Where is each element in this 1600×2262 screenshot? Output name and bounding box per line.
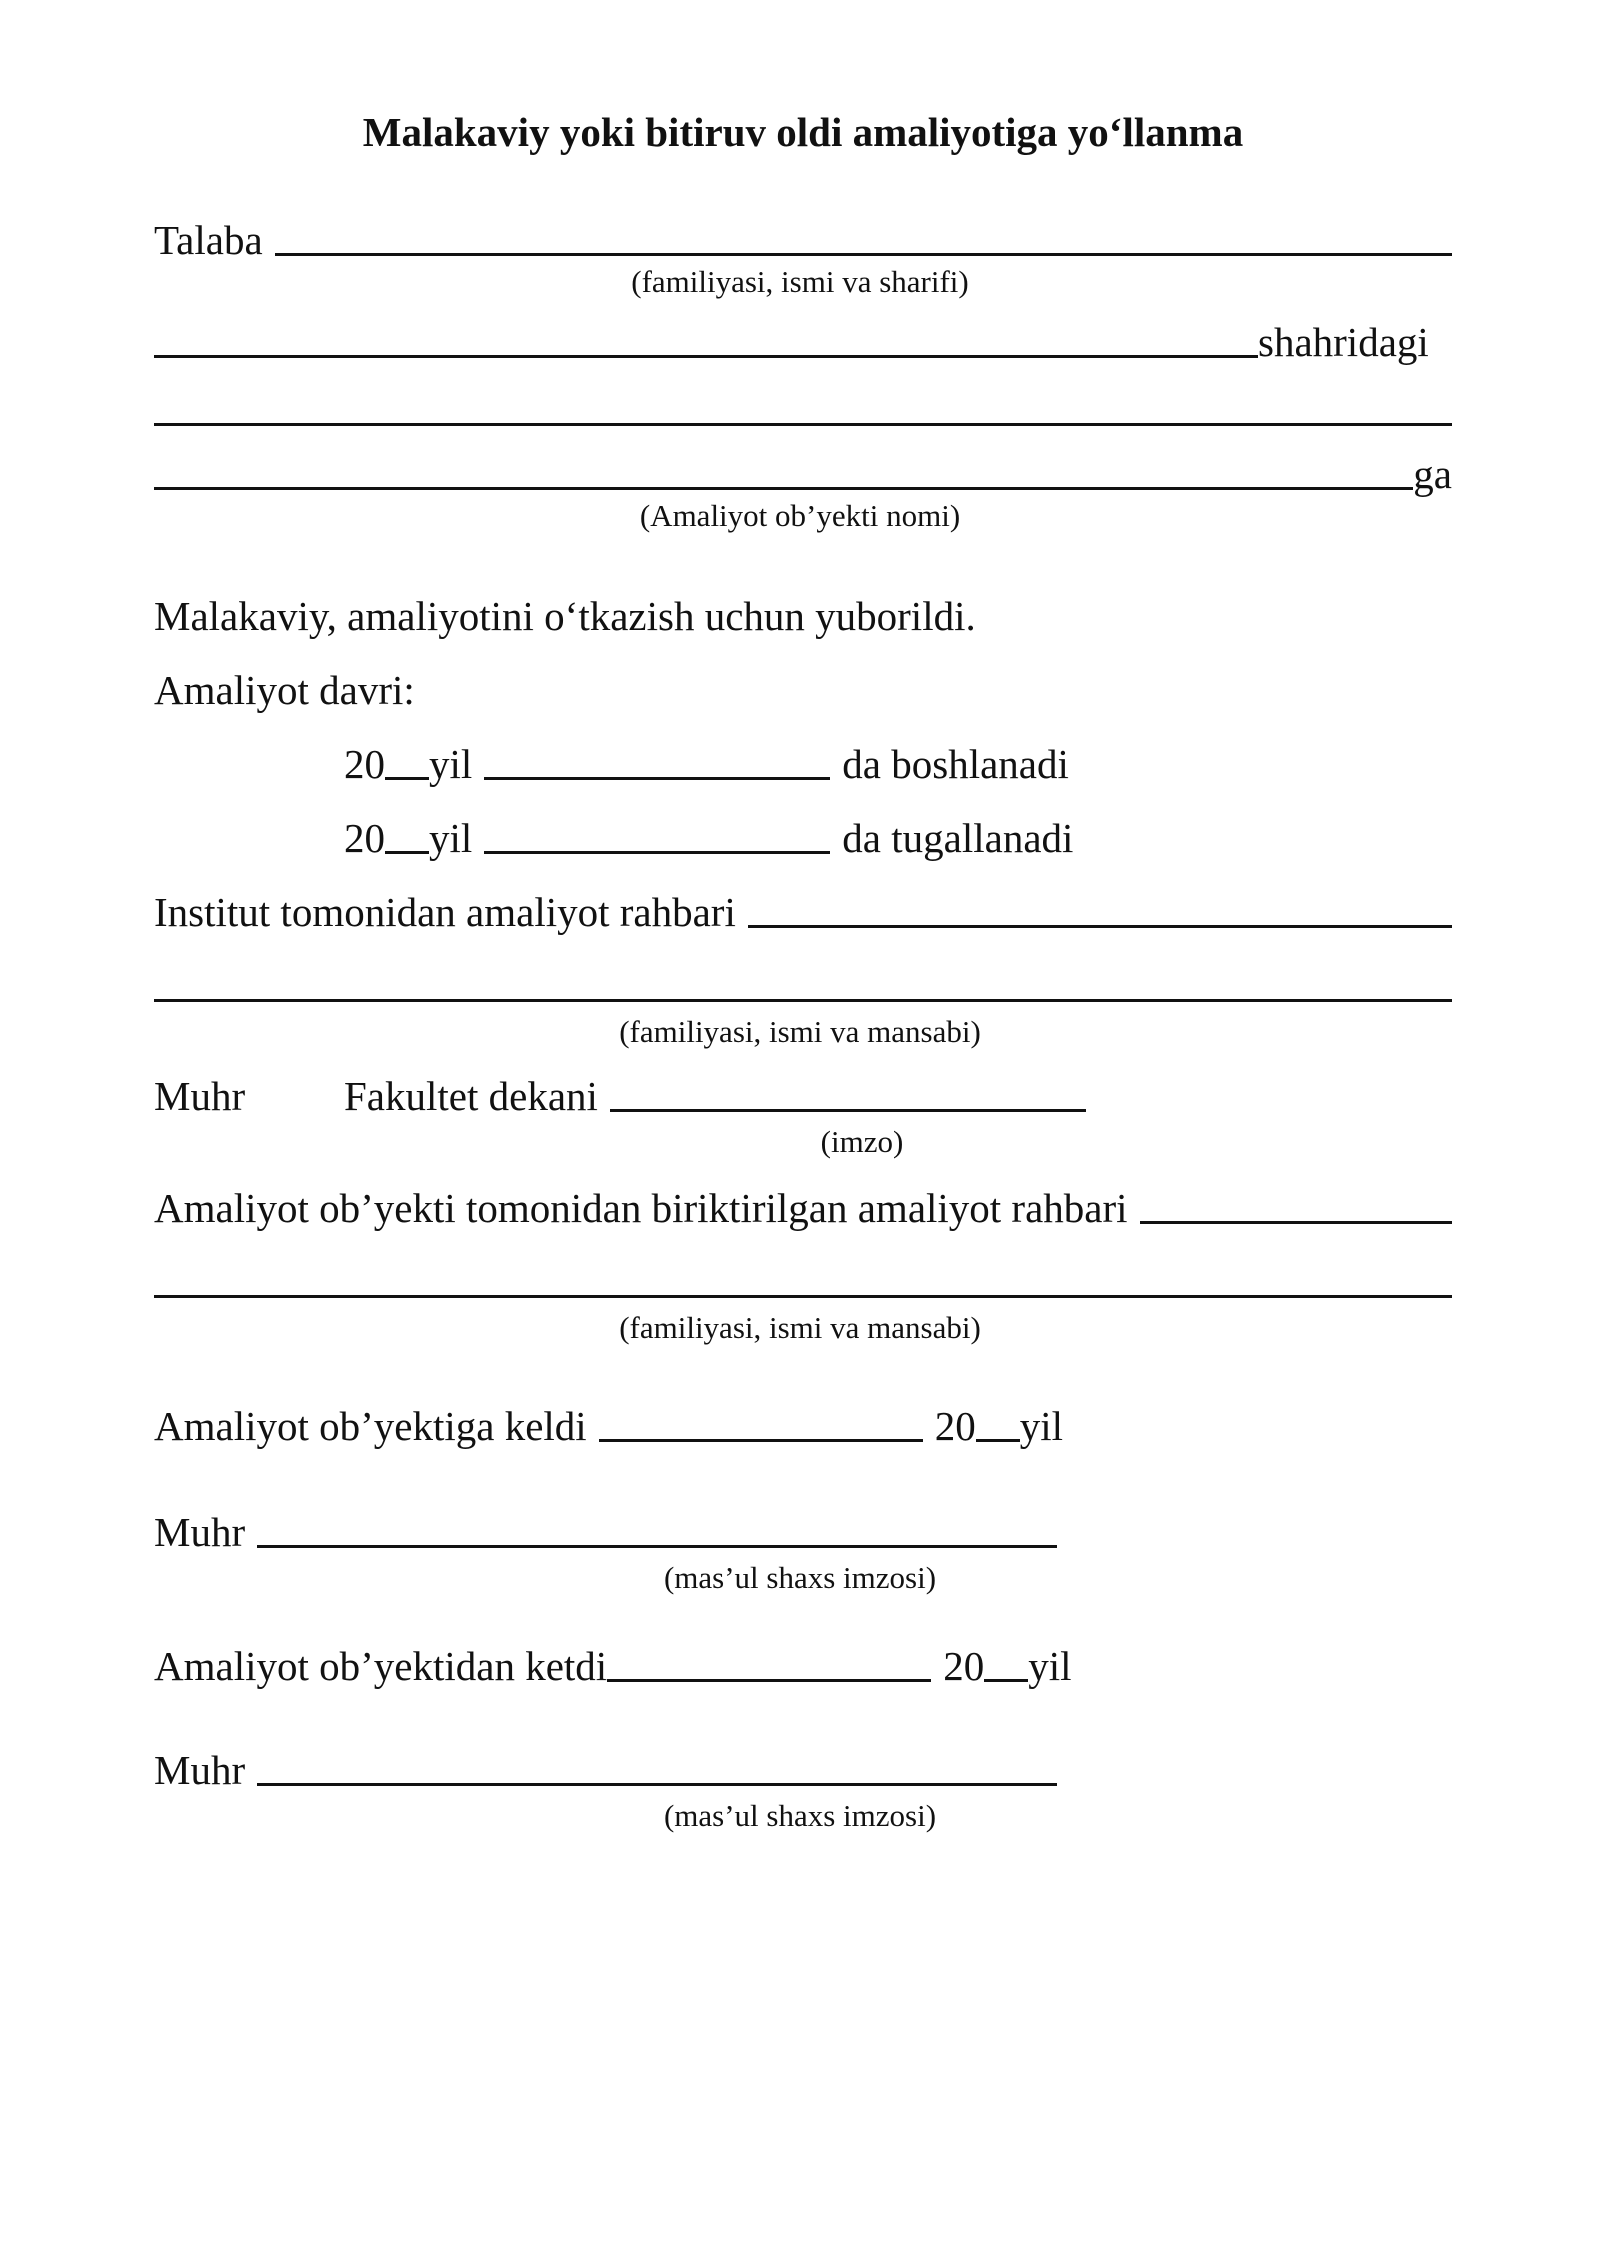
left-year-word: yil <box>1028 1643 1072 1689</box>
institute-supervisor-field-2[interactable] <box>154 969 1452 1002</box>
object-caption: (Amaliyot ob’yekti nomi) <box>639 498 961 533</box>
object-supervisor-field-1[interactable] <box>1140 1191 1452 1224</box>
dean-line <box>154 1072 1452 1120</box>
dean-stamp-label: Muhr <box>154 1073 246 1119</box>
left-stamp-line <box>154 1746 1452 1794</box>
dean-signature-field[interactable] <box>610 1079 1086 1112</box>
left-year-prefix: 20 <box>943 1643 985 1689</box>
left-signature-caption: (mas’ul shaxs imzosi) <box>663 1798 937 1833</box>
document-title <box>154 108 1452 156</box>
arrived-signature-caption: (mas’ul shaxs imzosi) <box>663 1560 937 1595</box>
start-date-field[interactable] <box>484 747 830 780</box>
arrived-year-prefix: 20 <box>934 1403 976 1449</box>
object-supervisor-line-2 <box>154 1258 1452 1306</box>
start-year-prefix: 20 <box>344 741 385 787</box>
object-supervisor-field-2[interactable] <box>154 1265 1452 1298</box>
student-label: Talaba <box>154 217 263 263</box>
period-label: Amaliyot davri: <box>154 667 415 713</box>
left-date-field[interactable] <box>607 1649 931 1682</box>
dean-label: Fakultet dekani <box>344 1073 598 1119</box>
object-line-2 <box>154 450 1452 498</box>
object-suffix: ga <box>1413 451 1452 497</box>
start-year-word: yil <box>429 741 473 787</box>
start-date-line <box>344 740 1244 788</box>
arrived-date-field[interactable] <box>599 1409 923 1442</box>
end-year-word: yil <box>429 815 473 861</box>
start-year-field[interactable] <box>385 747 429 780</box>
left-stamp-label: Muhr <box>154 1747 246 1793</box>
student-caption: (familiyasi, ismi va sharifi) <box>631 264 969 299</box>
left-signature-field[interactable] <box>257 1753 1057 1786</box>
arrived-year-word: yil <box>1019 1403 1063 1449</box>
institute-supervisor-line <box>154 888 1452 936</box>
left-label: Amaliyot ob’yektidan ketdi <box>154 1643 608 1689</box>
city-line <box>154 318 1452 366</box>
start-suffix: da boshlanadi <box>842 741 1069 787</box>
city-field[interactable] <box>154 325 1258 358</box>
end-date-field[interactable] <box>484 821 830 854</box>
arrived-stamp-label: Muhr <box>154 1509 246 1555</box>
arrived-signature-field[interactable] <box>257 1515 1057 1548</box>
object-supervisor-line <box>154 1184 1452 1232</box>
city-suffix: shahridagi <box>1258 319 1429 365</box>
period-line <box>154 666 1452 714</box>
dean-caption: (imzo) <box>820 1124 904 1159</box>
end-year-field[interactable] <box>385 821 429 854</box>
object-supervisor-label: Amaliyot ob’yekti tomonidan biriktirilgan amaliyot rahbari <box>154 1185 1128 1231</box>
end-suffix: da tugallanadi <box>842 815 1074 861</box>
institute-supervisor-caption: (familiyasi, ismi va mansabi) <box>619 1014 981 1049</box>
institute-supervisor-line-2 <box>154 962 1452 1010</box>
end-year-prefix: 20 <box>344 815 385 861</box>
student-line <box>154 216 1452 264</box>
left-line <box>154 1642 1452 1690</box>
institute-supervisor-field-1[interactable] <box>748 895 1452 928</box>
arrived-year-field[interactable] <box>976 1409 1020 1442</box>
object-name-field-2[interactable] <box>154 457 1413 490</box>
object-line-1 <box>154 386 1452 434</box>
sent-line <box>154 592 1452 640</box>
institute-supervisor-label: Institut tomonidan amaliyot rahbari <box>154 889 736 935</box>
student-name-field[interactable] <box>275 223 1452 256</box>
end-date-line <box>344 814 1244 862</box>
title-text: Malakaviy yoki bitiruv oldi amaliyotiga yo‘llanma <box>362 109 1244 155</box>
object-name-field-1[interactable] <box>154 393 1452 426</box>
arrived-label: Amaliyot ob’yektiga keldi <box>154 1403 587 1449</box>
object-supervisor-caption: (familiyasi, ismi va mansabi) <box>619 1310 981 1345</box>
left-year-field[interactable] <box>984 1649 1028 1682</box>
arrived-line <box>154 1402 1452 1450</box>
sent-text: Malakaviy, amaliyotini o‘tkazish uchun yuborildi. <box>154 593 976 639</box>
arrived-stamp-line <box>154 1508 1452 1556</box>
